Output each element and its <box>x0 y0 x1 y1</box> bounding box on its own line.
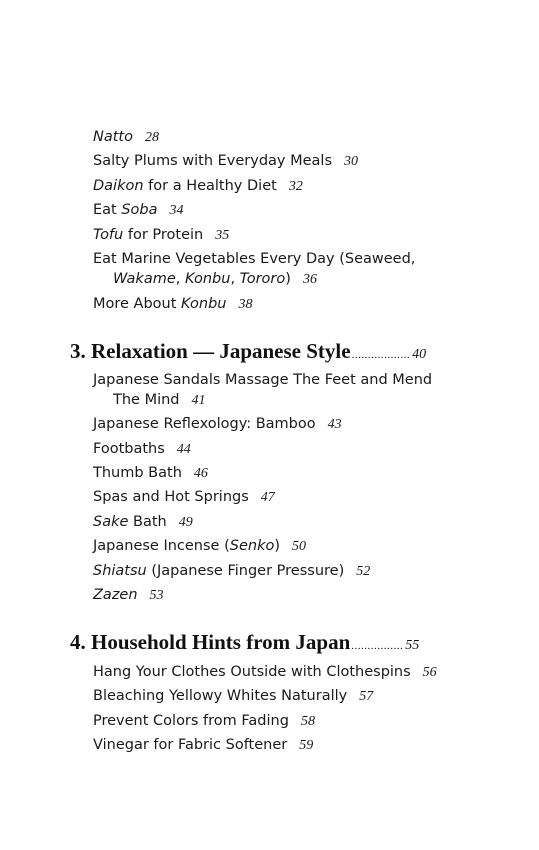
dot-leader: ................ <box>351 640 404 652</box>
page-number: 44 <box>176 442 191 457</box>
entry-title-part: Konbu <box>184 271 231 287</box>
toc-entry-daikon <box>93 176 303 197</box>
toc-entry-colors-fading <box>93 711 315 732</box>
page-number: 58 <box>300 714 315 729</box>
toc-entry-vinegar <box>93 735 313 756</box>
entry-title-part: The Mind <box>113 392 180 408</box>
chapter-title: 4. Household Hints from Japan <box>70 630 351 654</box>
toc-entry-natto <box>93 127 159 148</box>
toc-entry-spas <box>93 487 275 508</box>
entry-title-part: Vinegar for Fabric Softener <box>93 737 288 753</box>
entry-title-part: Natto <box>93 129 133 145</box>
entry-title-part: for a Healthy Diet <box>143 178 277 194</box>
entry-title-part: Soba <box>121 202 158 218</box>
toc-entry-reflexology <box>93 414 342 435</box>
entry-title-part: Wakame <box>113 271 176 287</box>
toc-entry-incense <box>93 536 306 557</box>
entry-title-part: Bleaching Yellowy Whites Naturally <box>93 688 348 704</box>
toc-entry-bleaching <box>93 686 373 707</box>
toc-entry-footbaths <box>93 439 191 460</box>
entry-title-part: Japanese Reflexology: Bamboo <box>93 416 316 432</box>
toc-entry-tofu <box>93 225 229 246</box>
page-number: 49 <box>178 515 193 530</box>
page-number: 34 <box>169 203 184 218</box>
page-number: 43 <box>327 417 342 432</box>
entry-title-part: (Japanese Finger Pressure) <box>146 563 345 579</box>
toc-entry-zazen <box>93 585 164 606</box>
entry-title-part: Konbu <box>181 296 227 312</box>
page-number: 47 <box>260 490 275 505</box>
toc-entry-marine-vegetables <box>93 249 415 269</box>
chapter-title: 3. Relaxation — Japanese Style <box>70 339 351 363</box>
page-number: 30 <box>344 154 359 169</box>
entry-title-part: Prevent Colors from Fading <box>93 713 289 729</box>
entry-title-part: Salty Plums with Everyday Meals <box>93 153 333 169</box>
entry-title-part: Spas and Hot Springs <box>93 489 249 505</box>
entry-title-part: Japanese Sandals Massage The Feet and Mend <box>93 372 433 388</box>
entry-title-part: ) <box>274 538 281 554</box>
page-number: 41 <box>191 393 206 408</box>
toc-entry-thumb-bath <box>93 463 208 484</box>
toc-entry-salty-plums <box>93 151 358 172</box>
entry-title-part: ) <box>285 271 291 287</box>
page-number: 57 <box>359 689 374 704</box>
page-number: 28 <box>144 130 159 145</box>
entry-title-part: Thumb Bath <box>93 465 182 481</box>
page-number: 52 <box>356 564 371 579</box>
chapter-page-number: 55 <box>405 638 420 653</box>
entry-title-part: Senko <box>229 538 275 554</box>
toc-entry-more-about-konbu <box>93 294 253 315</box>
entry-title-part: for Protein <box>123 227 204 243</box>
entry-title-part: , <box>230 271 240 287</box>
chapter-heading-3 <box>70 338 426 368</box>
entry-title-part: Bath <box>128 514 167 530</box>
toc-entry-soba <box>93 200 184 221</box>
entry-title-part: Tofu <box>93 227 124 243</box>
page-number: 53 <box>149 588 164 603</box>
entry-title-part: More About <box>93 296 182 312</box>
toc-entry-shiatsu <box>93 561 370 582</box>
chapter-page-number: 40 <box>412 347 427 362</box>
page-number: 32 <box>288 179 303 194</box>
page-number: 59 <box>299 738 314 753</box>
page-number: 46 <box>193 466 208 481</box>
entry-title-part: Hang Your Clothes Outside with Clothespins <box>93 664 411 680</box>
page-number: 35 <box>215 228 230 243</box>
toc-entry-japanese-sandals <box>93 370 432 390</box>
entry-title-part: , <box>175 271 185 287</box>
toc-entry-marine-vegetables-cont <box>113 269 317 290</box>
dot-leader: .................. <box>351 349 411 361</box>
page-number: 36 <box>302 272 317 287</box>
entry-title-part: Japanese Incense ( <box>93 538 230 554</box>
page-number: 38 <box>238 297 253 312</box>
chapter-heading-4 <box>70 629 419 659</box>
entry-title-part: Eat Marine Vegetables Every Day (Seaweed, <box>93 251 416 267</box>
entry-title-part: Eat <box>93 202 122 218</box>
entry-title-part: Shiatsu <box>93 563 147 579</box>
toc-entry-sake-bath <box>93 512 193 533</box>
entry-title-part: Footbaths <box>93 441 165 457</box>
entry-title-part: Zazen <box>93 587 138 603</box>
entry-title-part: Tororo <box>239 271 286 287</box>
page-number: 50 <box>292 539 307 554</box>
toc-entry-clothespins <box>93 662 437 683</box>
page-number: 56 <box>422 665 437 680</box>
entry-title-part: Daikon <box>93 178 144 194</box>
entry-title-part: Sake <box>93 514 129 530</box>
toc-entry-japanese-sandals-cont <box>113 390 206 411</box>
